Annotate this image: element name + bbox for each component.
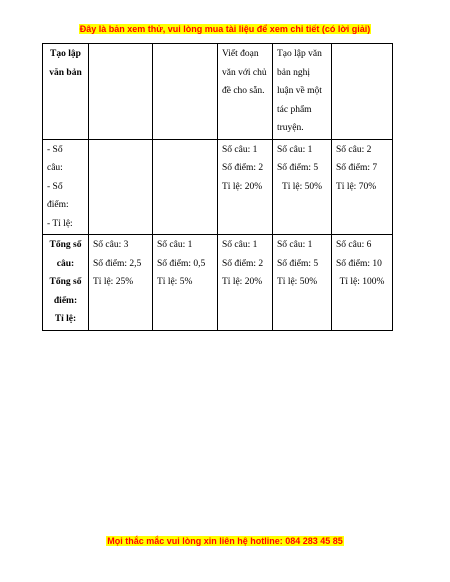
- row1-text: Viết đoạn văn với chủ đề cho sẵn.: [222, 49, 267, 96]
- row1-label-line: Tạo lập: [50, 49, 81, 59]
- row2-label-line: câu:: [47, 163, 63, 173]
- matrix-table: [42, 43, 393, 331]
- stat-line: Số điểm: 2: [222, 258, 264, 269]
- hotline-banner-text: Mọi thắc mắc vui lòng xin liên hệ hotline: 084 283 45 85: [107, 536, 343, 546]
- stat-line: Số câu: 1: [157, 240, 193, 250]
- stat-line: Số câu: 1: [277, 144, 313, 155]
- hotline-banner: [0, 536, 450, 546]
- stat-line: Số câu: 6: [336, 240, 372, 250]
- row2-cell-4: [218, 139, 273, 235]
- row1-cell-5: [273, 44, 332, 140]
- stat-line: Tỉ lệ: 50%: [281, 181, 323, 192]
- row3-cell-5: [273, 235, 332, 331]
- row2-label-cell: [43, 139, 89, 235]
- row3-cell-4: [218, 235, 273, 331]
- stat-line: Tỉ lệ: 50%: [277, 277, 318, 287]
- row2-cell-2: [89, 139, 153, 235]
- stat-line: Số điểm: 5: [277, 163, 319, 173]
- stat-line: Số điểm: 5: [277, 258, 319, 269]
- row3-label-line: câu:: [56, 258, 75, 269]
- row1-cell-2: [89, 44, 153, 140]
- stat-line: Số câu: 1: [222, 240, 258, 250]
- row3-cell-3: [153, 235, 218, 331]
- row3-label-line: Tổng số: [49, 240, 82, 250]
- stat-line: Số câu: 2: [336, 144, 372, 155]
- row1-cell-3: [153, 44, 218, 140]
- row3-label-cell: [43, 235, 89, 331]
- stat-line: Số câu: 3: [93, 240, 129, 250]
- stat-line: Số điểm: 7: [336, 163, 378, 173]
- stat-line: Số câu: 1: [277, 240, 313, 250]
- stat-line: Tỉ lệ: 25%: [93, 277, 134, 287]
- stat-line: Số điểm: 0,5: [157, 258, 206, 269]
- row2-cell-3: [153, 139, 218, 235]
- table-row: [43, 235, 393, 331]
- stat-line: Tỉ lệ: 5%: [157, 277, 193, 287]
- stat-line: Tỉ lệ: 20%: [222, 277, 263, 287]
- table-row: [43, 44, 393, 140]
- row3-label-line: Tỉ lệ:: [54, 314, 77, 324]
- row1-label-cell: [43, 44, 89, 140]
- row1-cell-6: [332, 44, 393, 140]
- row2-cell-5: [273, 139, 332, 235]
- stat-line: Tỉ lệ: 70%: [336, 181, 377, 192]
- row1-label-line: văn bản: [49, 67, 82, 78]
- row3-cell-6: [332, 235, 393, 331]
- stat-line: Số câu: 1: [222, 144, 258, 155]
- stat-line: Số điểm: 10: [336, 258, 382, 269]
- row2-label-line: điểm:: [47, 200, 69, 210]
- row2-cell-6: [332, 139, 393, 235]
- preview-banner: [0, 24, 450, 34]
- row1-cell-4: [218, 44, 273, 140]
- row2-label-line: - Số: [47, 144, 63, 155]
- row3-label-line: điểm:: [53, 295, 78, 306]
- table-row: [43, 139, 393, 235]
- row3-cell-2: [89, 235, 153, 331]
- stat-line: Số điểm: 2,5: [93, 258, 142, 269]
- row2-label-line: - Tỉ lệ:: [47, 218, 73, 229]
- row1-text: Tạo lập văn bản nghị luận về một tác phẩm truyện.: [277, 49, 322, 133]
- stat-line: Tỉ lệ: 20%: [222, 181, 263, 192]
- row2-label-line: - Số: [47, 181, 63, 192]
- stat-line: Tỉ lệ: 100%: [339, 277, 385, 287]
- stat-line: Số điểm: 2: [222, 163, 264, 173]
- preview-banner-text: Đây là bản xem thử, vui lòng mua tài liệu để xem chi tiết (có lời giải): [79, 24, 371, 34]
- row3-label-line: Tổng số: [49, 277, 82, 287]
